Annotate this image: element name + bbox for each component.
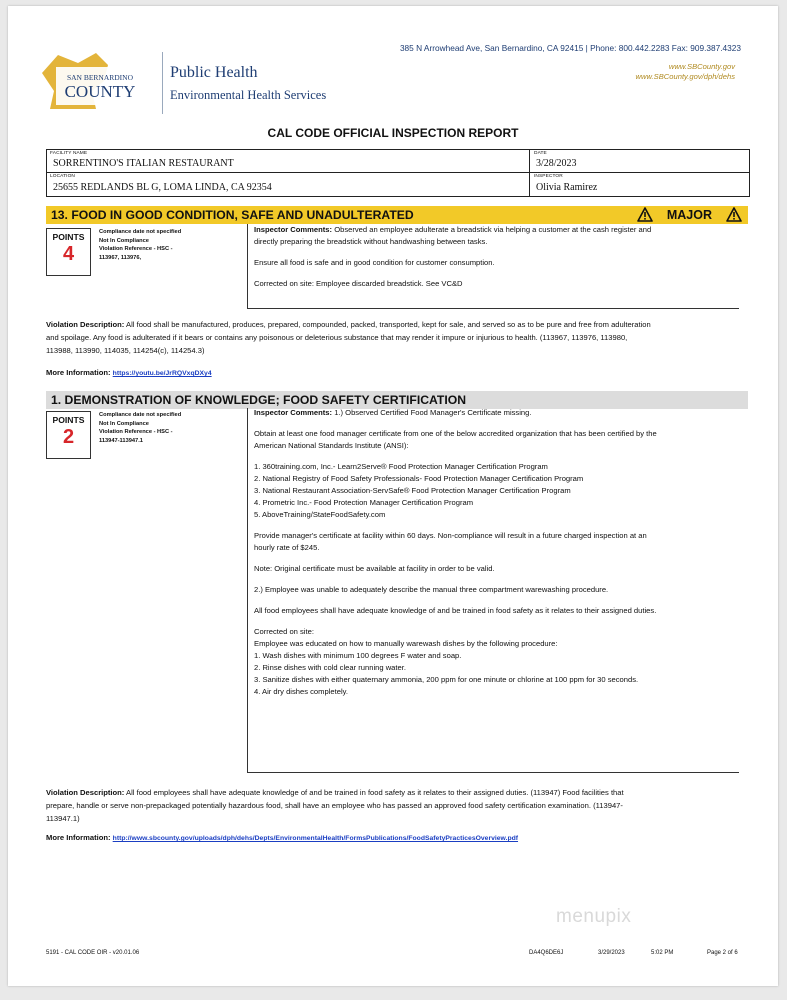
footer-date: 3/29/2023 [598, 950, 625, 956]
more-info-link[interactable]: http://www.sbcounty.gov/uploads/dph/dehs/Depts/EnvironmentalHealth/FormsPublications/FoodSafetyPracticesOverview.pdf [112, 835, 519, 842]
violation-description: Violation Description: All food shall be manufactured, produces, prepared, compounded, packed, transported, kept for sale, and served so as to be pure and free from adulteration and spoilage. Any food is adulterated if it bears or contains any poisonous or deleterious substance that may render it impure or injurious to health. (113967, 113976, 113980, 113988, 113990, 114035, 114254(c), 114254.3) [46, 320, 651, 356]
compliance-info [99, 228, 234, 262]
points-box [46, 228, 91, 276]
address-line: 385 N Arrowhead Ave, San Bernardino, CA 92415 | Phone: 800.442.2283 Fax: 909.387.4323 [399, 43, 741, 53]
county-logo [38, 51, 150, 113]
inspector-label: INSPECTOR [534, 174, 563, 179]
footer-code: DA4Q6DE6J [529, 950, 564, 956]
org-subtitle: Environmental Health Services [170, 88, 327, 102]
points-label: POINTS [52, 232, 85, 242]
inspector-comments: Inspector Comments: Observed an employee adulterate a breadstick via helping a customer at the cash register and directly preparing the breadstick without handwashing between tasks. Ensure all food is safe and in good condition for customer consumption. Corrected on site: Employee discarded breadstick. See VC&D [254, 225, 652, 288]
facility-name-label: FACILITY NAME [50, 151, 88, 156]
date-label: DATE [534, 151, 547, 156]
warning-icon [726, 207, 742, 222]
violation-13-title: 13. FOOD IN GOOD CONDITION, SAFE AND UNADULTERATED [51, 208, 414, 222]
facility-info-box [46, 149, 750, 197]
inspector-name: Olivia Ramirez [536, 182, 598, 193]
inspection-date: 3/28/2023 [536, 158, 577, 169]
violation-reference: Violation Reference - HSC - [99, 429, 173, 436]
violation-description: Violation Description: All food employees shall have adequate knowledge of and be trained in food safety as it relates to their assigned duties. (113947) Food facilities that prepare, handle or serve non-prepackaged potentially hazardous food, shall have an employee who has passed an approved food safety certification examination. (113947-113947.1) [46, 788, 624, 824]
footer-form-id: 5191 - CAL CODE OIR - v20.01.06 [46, 950, 140, 956]
list-item: 2. National Registry of Food Safety Professionals- Food Protection Manager Certification Program [254, 474, 584, 483]
more-information: More Information: https://youtu.be/JrRQVxqDXy4 [46, 368, 212, 377]
watermark: menupix [556, 906, 632, 927]
org-title: Public Health [170, 64, 258, 81]
comments-label: Inspector Comments: [254, 408, 333, 417]
website-link[interactable]: www.SBCounty.gov [668, 62, 735, 71]
list-item: 5. AboveTraining/StateFoodSafety.com [254, 510, 386, 519]
warning-icon [637, 207, 653, 222]
report-title: CAL CODE OFFICIAL INSPECTION REPORT [267, 126, 519, 140]
more-information: More Information: http://www.sbcounty.gov/uploads/dph/dehs/Depts/EnvironmentalHealth/FormsPublications/FoodSafetyPracticesOverview.pdf [46, 833, 519, 842]
facility-name: SORRENTINO'S ITALIAN RESTAURANT [53, 158, 234, 169]
severity-label: MAJOR [666, 207, 712, 222]
points-label: POINTS [52, 415, 85, 425]
inspection-report-page [8, 6, 778, 986]
inspector-comments: Inspector Comments: 1.) Observed Certified Food Manager's Certificate missing. Obtain at least one food manager certificate from one of the below accredited organization that has been certified by the American National Standards Institute (ANSI): 1. 360training.com, Inc.- Learn2Serve® Food Protection Manager Certification Program 2. National Registry of Food Safety Professionals- Food Protection Manager Certification Program 3. National Restaurant Association-ServSafe® Food Protection Manager Certification Program 4. Prometric Inc.- Food Protection Manager Certification Program 5. AboveTraining/StateFoodSafety.com Provide manager's certificate at facility within 60 days. Non-compliance will result in a future charged inspection at an hourly rate of $245. Note: Original certificate must be available at facility in order to be valid. 2.) Employee was unable to adequately describe the manual three compartment warewashing procedure. All food employees shall have adequate knowledge of and be trained in food safety as it relates to their assigned duties. Corrected on site: Employee was educated on how to manually warewash dishes by the following procedure: 1. Wash dishes with minimum 100 degrees F water and soap. 2. Rinse dishes with cold clear running water. 3. Sanitize dishes with either quaternary ammonia, 200 ppm for one minute or chlorine at 100 ppm for 30 seconds. 4. Air dry dishes completely. [254, 407, 664, 707]
comments-label: Inspector Comments: [254, 225, 333, 234]
corrected-on-site: Corrected on site: Employee was educated on how to manually warewash dishes by the following procedure: 1. Wash dishes with minimum 100 degrees F water and soap. 2. Rinse dishes with cold clear running water. 3. Sanitize dishes with either quaternary ammonia, 200 ppm for one minute or chlorine at 100 ppm for 30 seconds. 4. Air dry dishes completely. [254, 627, 639, 696]
violation-1-title: 1. DEMONSTRATION OF KNOWLEDGE; FOOD SAFETY CERTIFICATION [51, 393, 467, 407]
footer-time: 5:02 PM [651, 950, 674, 956]
violation-reference-codes: 113947-113947.1 [99, 437, 143, 444]
footer-page: Page 2 of 6 [707, 950, 738, 956]
compliance-info [99, 411, 234, 445]
dehs-website-link[interactable]: www.SBCounty.gov/dph/dehs [635, 72, 735, 81]
violation-reference-codes: 113967, 113976, [99, 254, 142, 261]
location-label: LOCATION [50, 174, 75, 179]
header-divider [162, 52, 163, 114]
more-info-link[interactable]: https://youtu.be/JrRQVxqDXy4 [112, 370, 212, 377]
logo-main-text: COUNTY [64, 82, 136, 101]
list-item: 1. 360training.com, Inc.- Learn2Serve® Food Protection Manager Certification Program [254, 462, 548, 471]
severity-badge [637, 207, 742, 222]
compliance-status: Not In Compliance [99, 237, 149, 244]
list-item: 4. Prometric Inc.- Food Protection Manager Certification Program [254, 498, 474, 507]
facility-location: 25655 REDLANDS BL G, LOMA LINDA, CA 92354 [53, 182, 272, 193]
points-value: 4 [62, 243, 75, 265]
compliance-status: Not In Compliance [99, 420, 149, 427]
certification-list [254, 461, 664, 521]
compliance-date: Compliance date not specified [99, 412, 182, 418]
points-value: 2 [62, 426, 75, 448]
list-item: 3. National Restaurant Association-ServSafe® Food Protection Manager Certification Program [254, 486, 571, 495]
violation-reference: Violation Reference - HSC - [99, 246, 173, 253]
logo-top-text: SAN BERNARDINO [66, 73, 134, 82]
points-box [46, 411, 91, 459]
compliance-date: Compliance date not specified [99, 229, 182, 235]
violation-13-header [46, 206, 748, 224]
